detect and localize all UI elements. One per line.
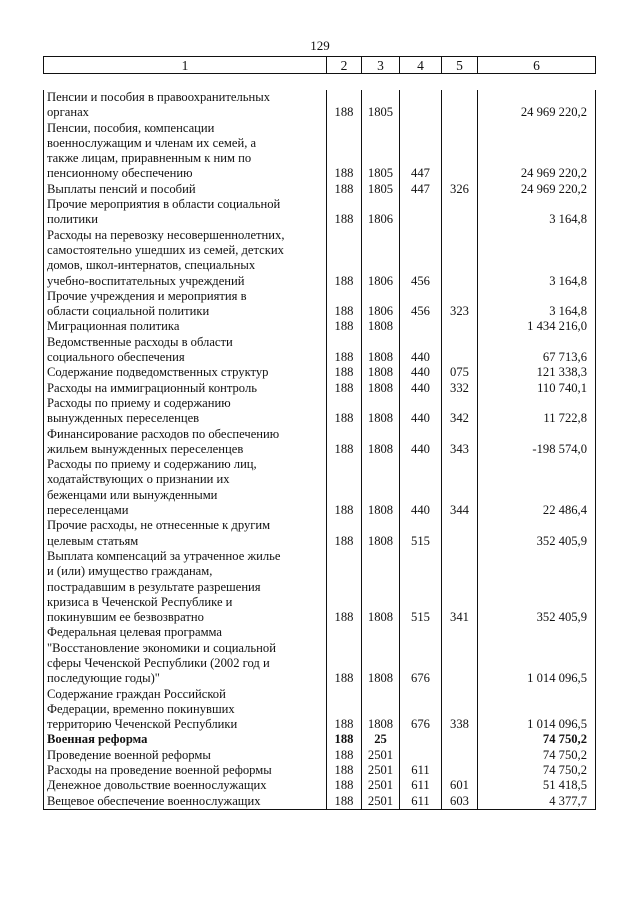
- section-code: 1805: [362, 182, 400, 197]
- row-name: [44, 121, 327, 182]
- row-name: [44, 182, 327, 197]
- chapter-code: 188: [327, 794, 362, 810]
- row-name-line: Миграционная политика: [47, 319, 180, 334]
- target-code: 611: [400, 763, 442, 778]
- row-name-line: Проведение военной реформы: [47, 747, 211, 762]
- section-code: 2501: [362, 778, 400, 793]
- expense-type-code: 342: [442, 396, 478, 427]
- expense-type-code: [442, 90, 478, 121]
- chapter-code: 188: [327, 732, 362, 747]
- row-name: [44, 748, 327, 763]
- row-name: [44, 549, 327, 625]
- row-name-line: Вещевое обеспечение военнослужащих: [47, 793, 261, 808]
- expense-type-code: [442, 228, 478, 289]
- chapter-code: 188: [327, 748, 362, 763]
- section-code: 1808: [362, 518, 400, 549]
- row-name-line: самостоятельно ушедших из семей, детских: [47, 242, 284, 257]
- expense-type-code: [442, 518, 478, 549]
- section-code: 1806: [362, 228, 400, 289]
- row-name-line: Пенсии и пособия в правоохранительных: [47, 90, 270, 104]
- chapter-code: 188: [327, 365, 362, 380]
- table-row: [44, 427, 596, 458]
- expense-type-code: 601: [442, 778, 478, 793]
- chapter-code: 188: [327, 319, 362, 334]
- row-name-line: пострадавшим в результате разрешения: [47, 579, 261, 594]
- target-code: 515: [400, 518, 442, 549]
- section-code: 1808: [362, 396, 400, 427]
- row-name: [44, 197, 327, 228]
- amount: 3 164,8: [478, 197, 596, 228]
- amount: 3 164,8: [478, 228, 596, 289]
- page-number: 129: [310, 38, 330, 53]
- row-name-line: Ведомственные расходы в области: [47, 334, 233, 349]
- amount: 4 377,7: [478, 794, 596, 810]
- section-code: 2501: [362, 794, 400, 810]
- target-code: 611: [400, 778, 442, 793]
- target-code: 440: [400, 427, 442, 458]
- column-header-6: 6: [478, 57, 596, 74]
- budget-table-body: [44, 90, 596, 809]
- budget-table: [43, 90, 596, 810]
- expense-type-code: 344: [442, 457, 478, 518]
- amount: 121 338,3: [478, 365, 596, 380]
- table-row: [44, 763, 596, 778]
- row-name-line: "Восстановление экономики и социальной: [47, 640, 276, 655]
- row-name: [44, 396, 327, 427]
- expense-type-code: 332: [442, 381, 478, 396]
- row-name-line: целевым статьям: [47, 533, 139, 548]
- row-name: [44, 794, 327, 810]
- expense-type-code: 323: [442, 289, 478, 320]
- table-row: [44, 732, 596, 747]
- expense-type-code: [442, 748, 478, 763]
- row-name: [44, 90, 327, 121]
- target-code: 447: [400, 182, 442, 197]
- chapter-code: 188: [327, 763, 362, 778]
- table-row: [44, 289, 596, 320]
- table-row: [44, 228, 596, 289]
- row-name-line: области социальной политики: [47, 304, 210, 319]
- row-name-line: Содержание граждан Российской: [47, 686, 226, 701]
- chapter-code: 188: [327, 90, 362, 121]
- chapter-code: 188: [327, 396, 362, 427]
- row-name: [44, 687, 327, 733]
- row-name-line: Расходы на перевозку несовершеннолетних,: [47, 227, 285, 242]
- row-name-line: Расходы по приему и содержанию лиц,: [47, 457, 257, 472]
- chapter-code: 188: [327, 687, 362, 733]
- chapter-code: 188: [327, 197, 362, 228]
- table-row: [44, 457, 596, 518]
- row-name-line: Прочие расходы, не отнесенные к другим: [47, 518, 271, 533]
- target-code: 440: [400, 365, 442, 380]
- section-code: 1808: [362, 335, 400, 366]
- row-name-line: Прочие мероприятия в области социальной: [47, 197, 281, 212]
- table-row: [44, 549, 596, 625]
- amount: 24 969 220,2: [478, 90, 596, 121]
- row-name-line: жильем вынужденных переселенцев: [47, 441, 244, 456]
- row-name-line: Военная реформа: [47, 732, 148, 747]
- row-name-line: Выплата компенсаций за утраченное жилье: [47, 548, 281, 563]
- target-code: 611: [400, 794, 442, 810]
- section-code: 1805: [362, 121, 400, 182]
- row-name-line: Финансирование расходов по обеспечению: [47, 426, 280, 441]
- expense-type-code: [442, 197, 478, 228]
- row-name: [44, 427, 327, 458]
- table-row: [44, 687, 596, 733]
- row-name: [44, 228, 327, 289]
- row-name: [44, 763, 327, 778]
- row-name: [44, 518, 327, 549]
- row-name-line: пенсионному обеспечению: [47, 166, 193, 181]
- chapter-code: 188: [327, 625, 362, 686]
- amount: 11 722,8: [478, 396, 596, 427]
- column-header-row: [44, 57, 596, 74]
- row-name: [44, 778, 327, 793]
- amount: -198 574,0: [478, 427, 596, 458]
- row-name-line: военнослужащим и членам их семей, а: [47, 135, 257, 150]
- row-name-line: Расходы по приему и содержанию: [47, 395, 231, 410]
- chapter-code: 188: [327, 778, 362, 793]
- section-code: 1808: [362, 427, 400, 458]
- section-code: 1808: [362, 365, 400, 380]
- row-name: [44, 335, 327, 366]
- table-row: [44, 518, 596, 549]
- row-name-line: Прочие учреждения и мероприятия в: [47, 288, 247, 303]
- target-code: 676: [400, 625, 442, 686]
- target-code: [400, 748, 442, 763]
- section-code: 1808: [362, 319, 400, 334]
- expense-type-code: 603: [442, 794, 478, 810]
- target-code: [400, 319, 442, 334]
- table-row: [44, 625, 596, 686]
- expense-type-code: [442, 625, 478, 686]
- target-code: 676: [400, 687, 442, 733]
- row-name-line: социального обеспечения: [47, 350, 185, 365]
- row-name-line: учебно-воспитательных учреждений: [47, 273, 245, 288]
- table-row: [44, 197, 596, 228]
- target-code: 515: [400, 549, 442, 625]
- row-name: [44, 381, 327, 396]
- row-name-line: и (или) имущество гражданам,: [47, 564, 213, 579]
- row-name-line: Выплаты пенсий и пособий: [47, 181, 196, 196]
- target-code: 440: [400, 457, 442, 518]
- row-name: [44, 732, 327, 747]
- row-name-line: политики: [47, 212, 98, 227]
- section-code: 1808: [362, 549, 400, 625]
- table-row: [44, 335, 596, 366]
- chapter-code: 188: [327, 289, 362, 320]
- target-code: [400, 197, 442, 228]
- section-code: 1808: [362, 687, 400, 733]
- expense-type-code: [442, 121, 478, 182]
- row-name: [44, 289, 327, 320]
- amount: 352 405,9: [478, 549, 596, 625]
- row-name-line: домов, школ-интернатов, специальных: [47, 258, 256, 273]
- target-code: 440: [400, 381, 442, 396]
- row-name: [44, 319, 327, 334]
- row-name: [44, 365, 327, 380]
- table-row: [44, 396, 596, 427]
- expense-type-code: [442, 732, 478, 747]
- row-name-line: вынужденных переселенцев: [47, 411, 200, 426]
- column-header-4: 4: [400, 57, 442, 74]
- row-name: [44, 457, 327, 518]
- section-code: 1808: [362, 625, 400, 686]
- row-name-line: последующие годы)": [47, 671, 160, 686]
- chapter-code: 188: [327, 381, 362, 396]
- expense-type-code: 338: [442, 687, 478, 733]
- chapter-code: 188: [327, 457, 362, 518]
- column-header-2: 2: [327, 57, 362, 74]
- row-name-line: Расходы на проведение военной реформы: [47, 763, 272, 778]
- section-code: 1806: [362, 197, 400, 228]
- row-name-line: кризиса в Чеченской Республике и: [47, 594, 233, 609]
- amount: 1 434 216,0: [478, 319, 596, 334]
- row-name: [44, 625, 327, 686]
- row-name-line: Пенсии, пособия, компенсации: [47, 120, 215, 135]
- section-code: 2501: [362, 763, 400, 778]
- expense-type-code: [442, 335, 478, 366]
- row-name-line: переселенцами: [47, 503, 129, 518]
- row-name-line: покинувшим ее безвозвратно: [47, 610, 204, 625]
- section-code: 1808: [362, 457, 400, 518]
- section-code: 1805: [362, 90, 400, 121]
- row-name-line: Денежное довольствие военнослужащих: [47, 778, 267, 793]
- table-row: [44, 365, 596, 380]
- column-header-table: [43, 56, 596, 74]
- section-code: 1806: [362, 289, 400, 320]
- row-name-line: беженцами или вынужденными: [47, 487, 218, 502]
- amount: 110 740,1: [478, 381, 596, 396]
- table-row: [44, 794, 596, 810]
- expense-type-code: 326: [442, 182, 478, 197]
- table-row: [44, 748, 596, 763]
- section-code: 2501: [362, 748, 400, 763]
- expense-type-code: 343: [442, 427, 478, 458]
- table-row: [44, 319, 596, 334]
- chapter-code: 188: [327, 427, 362, 458]
- target-code: [400, 90, 442, 121]
- amount: 74 750,2: [478, 732, 596, 747]
- amount: 51 418,5: [478, 778, 596, 793]
- expense-type-code: [442, 319, 478, 334]
- chapter-code: 188: [327, 518, 362, 549]
- chapter-code: 188: [327, 182, 362, 197]
- expense-type-code: 075: [442, 365, 478, 380]
- column-header-1: 1: [44, 57, 327, 74]
- chapter-code: 188: [327, 121, 362, 182]
- amount: 352 405,9: [478, 518, 596, 549]
- expense-type-code: 341: [442, 549, 478, 625]
- target-code: [400, 732, 442, 747]
- chapter-code: 188: [327, 335, 362, 366]
- amount: 74 750,2: [478, 748, 596, 763]
- amount: 1 014 096,5: [478, 687, 596, 733]
- target-code: 456: [400, 228, 442, 289]
- target-code: 440: [400, 396, 442, 427]
- chapter-code: 188: [327, 228, 362, 289]
- amount: 3 164,8: [478, 289, 596, 320]
- amount: 24 969 220,2: [478, 182, 596, 197]
- target-code: 440: [400, 335, 442, 366]
- amount: 74 750,2: [478, 763, 596, 778]
- table-row: [44, 381, 596, 396]
- table-row: [44, 90, 596, 121]
- row-name-line: Федерации, временно покинувших: [47, 701, 235, 716]
- expense-type-code: [442, 763, 478, 778]
- row-name-line: органах: [47, 105, 89, 120]
- amount: 22 486,4: [478, 457, 596, 518]
- table-row: [44, 182, 596, 197]
- section-code: 1808: [362, 381, 400, 396]
- column-header-5: 5: [442, 57, 478, 74]
- amount: 1 014 096,5: [478, 625, 596, 686]
- row-name-line: сферы Чеченской Республики (2002 год и: [47, 655, 270, 670]
- target-code: 447: [400, 121, 442, 182]
- amount: 24 969 220,2: [478, 121, 596, 182]
- table-row: [44, 121, 596, 182]
- chapter-code: 188: [327, 549, 362, 625]
- row-name-line: территорию Чеченской Республики: [47, 717, 238, 732]
- section-code: 25: [362, 732, 400, 747]
- target-code: 456: [400, 289, 442, 320]
- row-name-line: ходатайствующих о признании их: [47, 472, 230, 487]
- row-name-line: Содержание подведомственных структур: [47, 365, 269, 380]
- table-row: [44, 778, 596, 793]
- row-name-line: Расходы на иммиграционный контроль: [47, 380, 257, 395]
- amount: 67 713,6: [478, 335, 596, 366]
- row-name-line: Федеральная целевая программа: [47, 625, 223, 640]
- column-header-3: 3: [362, 57, 400, 74]
- row-name-line: также лицам, приравненным к ним по: [47, 151, 252, 166]
